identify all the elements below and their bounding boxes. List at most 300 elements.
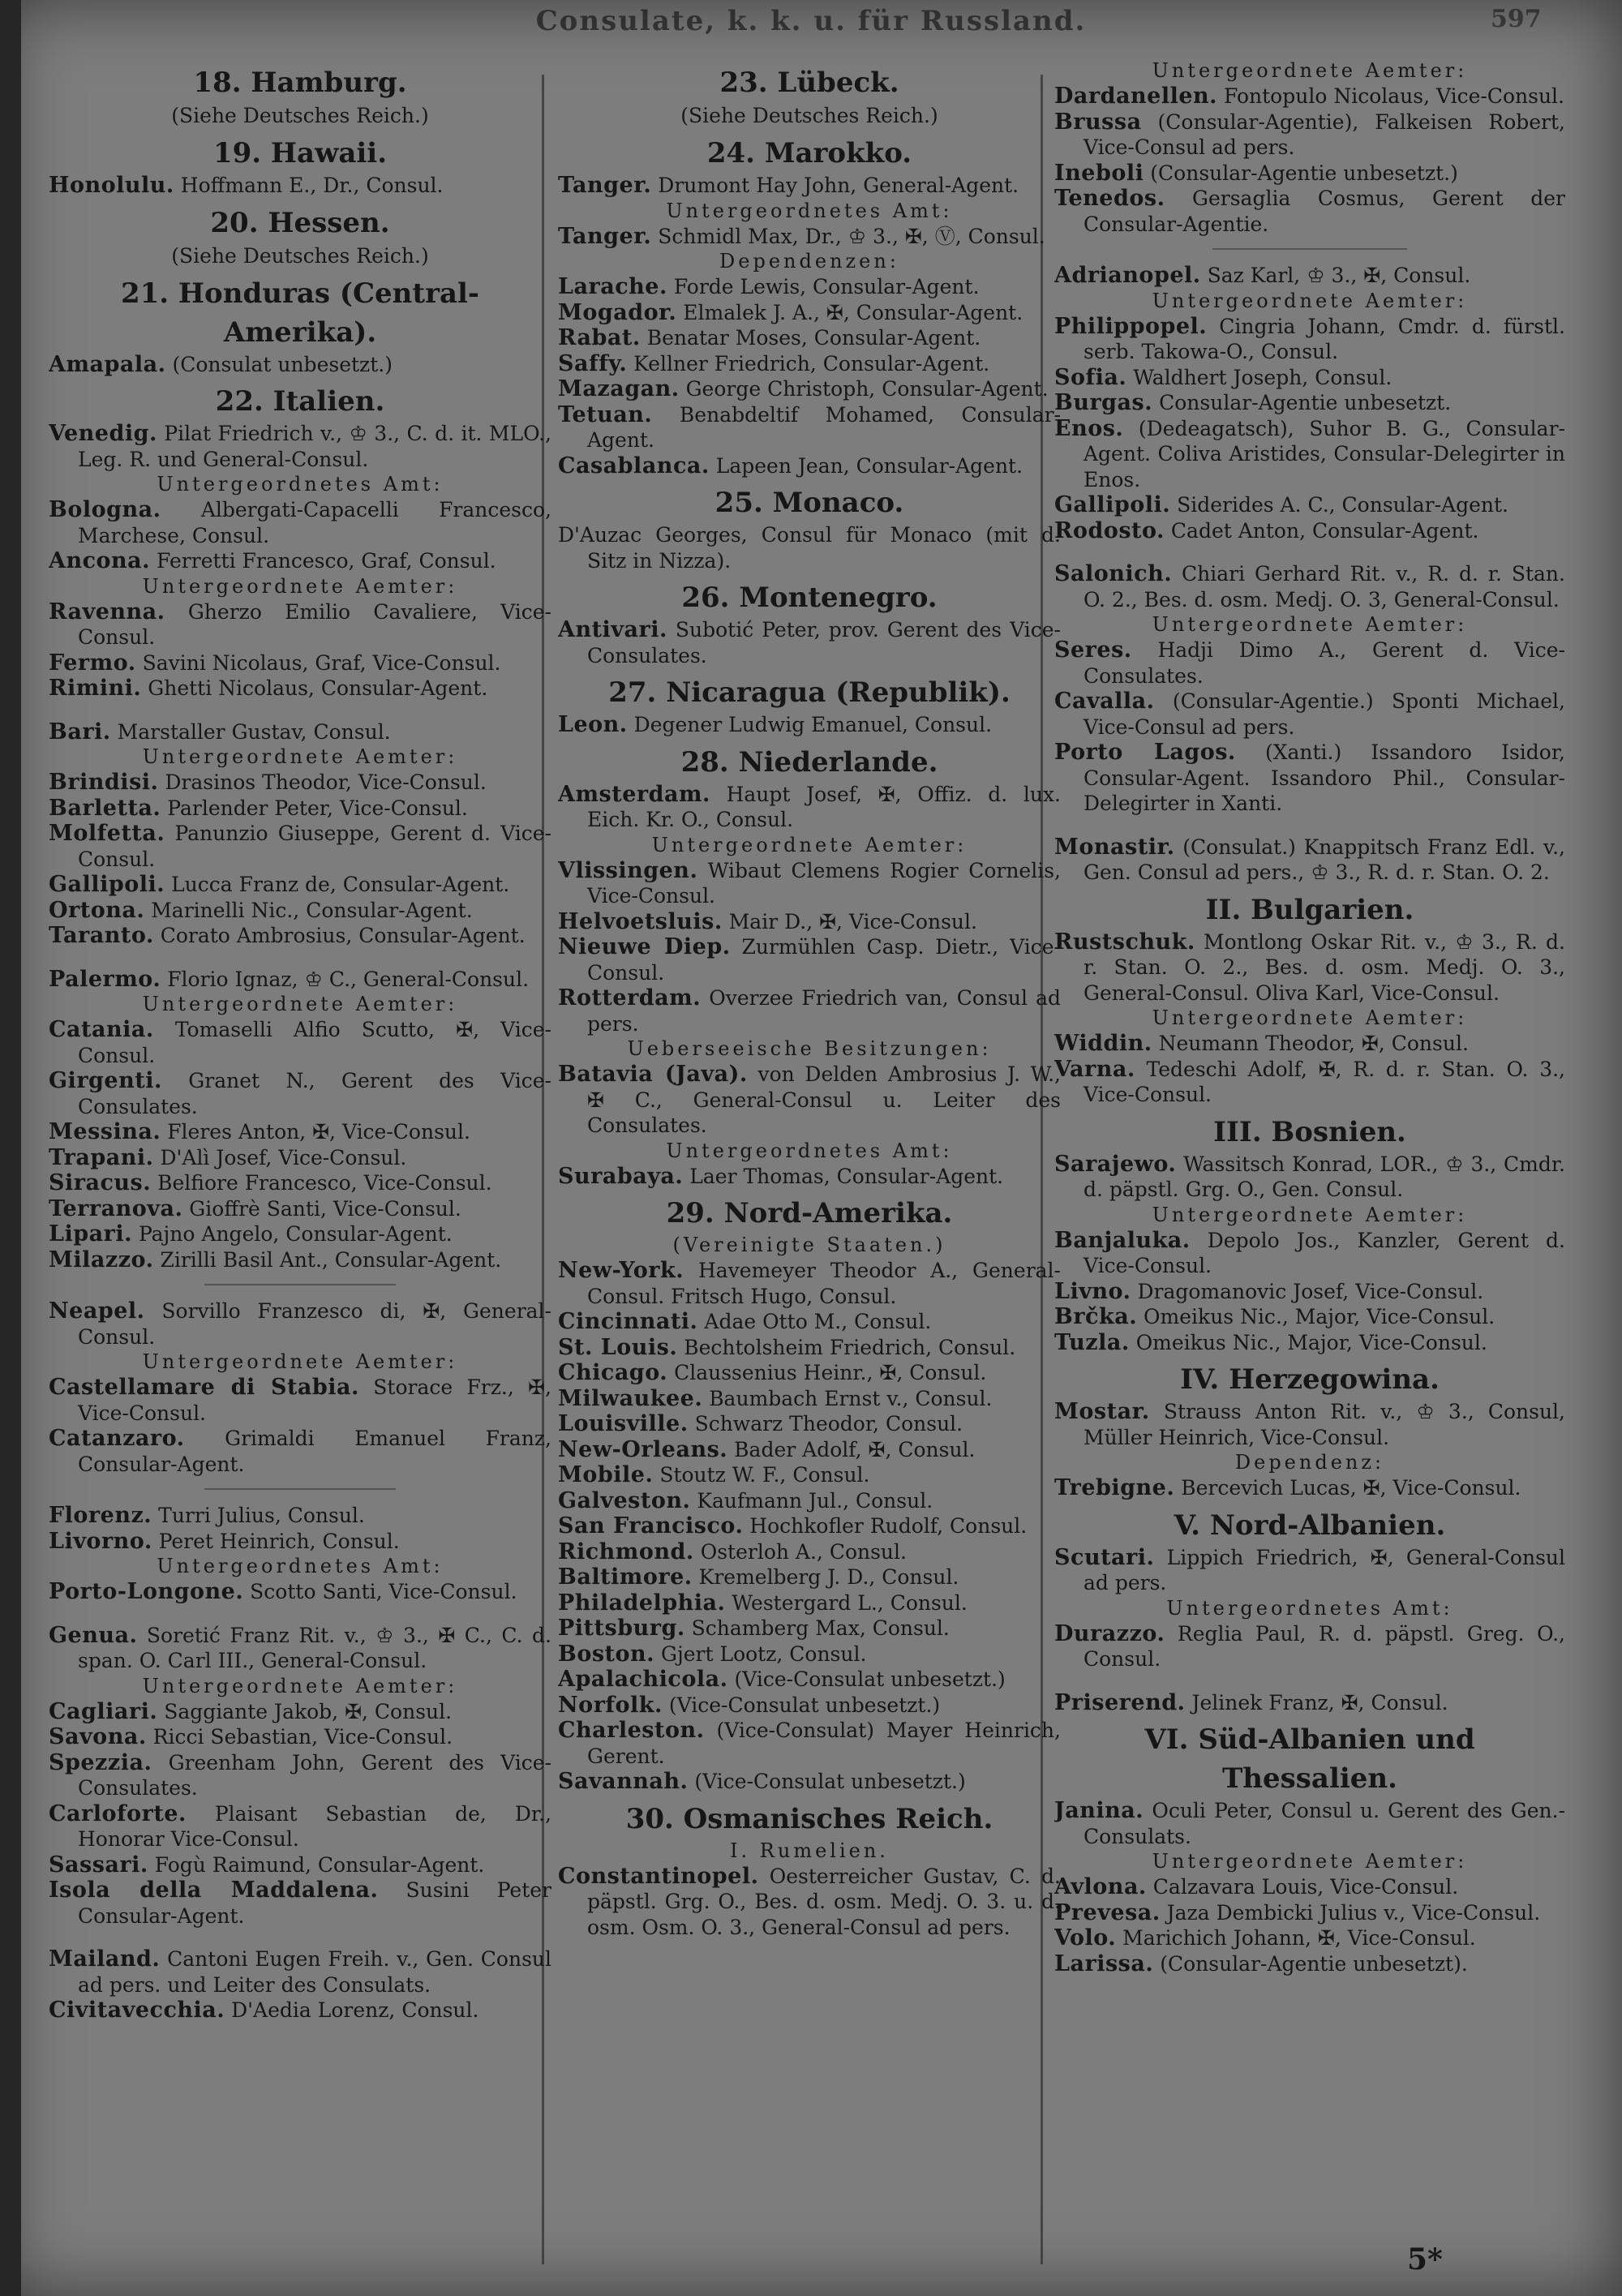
entry-text: (Consular-Agentie), Falkeisen Robert, Vice-Consul ad pers.	[1083, 109, 1565, 159]
subsection-label: Dependenz:	[1234, 1451, 1385, 1474]
entry-text: Oculi Peter, Consul u. Gerent des Gen.-Consulats.	[1083, 1799, 1565, 1848]
place-name: Boston.	[558, 1641, 655, 1667]
entry-text: Tedeschi Adolf, ✠, R. d. r. Stan. O. 3., Vice-Consul.	[1083, 1057, 1565, 1106]
consulate-entry	[558, 274, 1061, 300]
place-name: Avlona.	[1054, 1874, 1147, 1899]
entry-text: (Consulat unbesetzt.)	[172, 352, 393, 376]
place-name: Bari.	[49, 719, 111, 745]
consulate-entry	[558, 224, 1061, 250]
consulate-entry	[49, 1298, 551, 1350]
consulate-entry	[49, 923, 551, 949]
entry-text: Grimaldi Emanuel Franz, Consular-Agent.	[78, 1427, 551, 1476]
entry-text: Greenham John, Gerent des Vice-Consulates.	[78, 1750, 551, 1800]
place-name: Pittsburg.	[558, 1616, 685, 1641]
entry-text: Bechtolsheim Friedrich, Consul.	[684, 1335, 1016, 1359]
entry-text: Peret Heinrich, Consul.	[158, 1529, 400, 1553]
section-heading: 20. Hessen.	[210, 206, 390, 239]
entry-text: Laer Thomas, Consular-Agent.	[689, 1164, 1004, 1188]
place-name: Prevesa.	[1054, 1899, 1161, 1925]
consulate-entry	[49, 1801, 551, 1852]
place-name: Ravenna.	[49, 599, 165, 624]
entry-text: (Xanti.) Issandoro Isidor, Consular-Agent. Issandoro Phil., Consular-Delegirter in Xanti.	[1083, 740, 1565, 815]
consulate-entry	[1054, 186, 1565, 237]
place-name: Barletta.	[49, 795, 161, 821]
entry-text: Calzavara Louis, Vice-Consul.	[1152, 1875, 1459, 1899]
place-name: Catania.	[49, 1017, 154, 1042]
consulate-entry	[1054, 390, 1565, 416]
entry-text: D'Aedia Lorenz, Consul.	[231, 1998, 479, 2022]
place-name: Ineboli	[1054, 160, 1144, 186]
entry-text: (Vice-Consulat unbesetzt.)	[734, 1667, 1006, 1691]
entry-text: Zurmühlen Casp. Dietr., Vice-Consul.	[587, 935, 1061, 985]
entry-text: Jaza Dembicki Julius v., Vice-Consul.	[1166, 1900, 1541, 1925]
entry-text: Parlender Peter, Vice-Consul.	[167, 796, 468, 820]
subsection-label: Ueberseeische Besitzungen:	[627, 1037, 992, 1060]
subsection-label: Untergeordnete Aemter:	[142, 574, 458, 598]
entry-text: Elmalek J. A., ✠, Consular-Agent.	[683, 300, 1023, 324]
place-name: Mailand.	[49, 1946, 161, 1972]
place-name: Sarajewo.	[1054, 1151, 1177, 1177]
consulate-entry	[49, 173, 551, 199]
consulate-entry	[49, 1068, 551, 1119]
cross-reference-note: (Siehe Deutsches Reich.)	[171, 104, 429, 127]
consulate-entry	[49, 1529, 551, 1555]
place-name: Cavalla.	[1054, 689, 1155, 714]
place-name: Mostar.	[1054, 1399, 1150, 1424]
consulate-entry	[1054, 929, 1565, 1006]
consulate-entry	[558, 1642, 1061, 1667]
entry-text: Dragomanovic Josef, Vice-Consul.	[1137, 1279, 1484, 1303]
consulate-entry	[558, 325, 1061, 351]
entry-text: Waldhert Joseph, Consul.	[1133, 365, 1392, 389]
cross-reference-note: (Siehe Deutsches Reich.)	[680, 104, 938, 127]
place-name: Amapala.	[49, 351, 166, 377]
entry-text: Bader Adolf, ✠, Consul.	[734, 1437, 976, 1461]
place-name: Rabat.	[558, 325, 641, 350]
entry-text: Overzee Friedrich van, Consul ad pers.	[587, 986, 1061, 1036]
entry-text: Haupt Josef, ✠, Offiz. d. lux. Eich. Kr. O., Consul.	[587, 782, 1061, 831]
entry-text: Stoutz W. F., Consul.	[659, 1463, 870, 1487]
place-name: Spezzia.	[49, 1749, 152, 1775]
consulate-entry	[558, 909, 1061, 935]
consulate-entry	[49, 1375, 551, 1426]
entry-text: Cantoni Eugen Freih. v., Gen. Consul ad pers. und Leiter des Consulats.	[78, 1947, 551, 1997]
consulate-entry	[558, 1513, 1061, 1539]
place-name: Tenedos.	[1054, 186, 1165, 211]
entry-text: Oesterreicher Gustav, C. d. päpstl. Grg. O., Bes. d. osm. Medj. O. 3. u. d. osm. Osm. O. 3., General-Consul ad pers.	[587, 1864, 1061, 1939]
section-heading: 18. Hamburg.	[193, 67, 407, 99]
entry-text: Wassitsch Konrad, LOR., ♔ 3., Cmdr. d. päpstl. Grg. O., Gen. Consul.	[1083, 1152, 1565, 1201]
entry-text: Siderides A. C., Consular-Agent.	[1177, 493, 1509, 517]
entry-text: Subotić Peter, prov. Gerent des Vice-Consulates.	[587, 618, 1061, 667]
place-name: Banjaluka.	[1054, 1227, 1191, 1253]
place-name: Sassari.	[49, 1852, 148, 1878]
consulate-entry	[558, 1437, 1061, 1463]
consulate-entry	[558, 1564, 1061, 1590]
place-name: Milwaukee.	[558, 1385, 703, 1411]
consulate-entry	[1054, 1304, 1565, 1330]
entry-text: Fontopulo Nicolaus, Vice-Consul.	[1224, 84, 1564, 108]
entry-text: Strauss Anton Rit. v., ♔ 3., Consul, Müller Heinrich, Vice-Consul.	[1083, 1400, 1565, 1449]
subsection-label: Untergeordnete Aemter:	[1152, 1850, 1468, 1873]
consulate-entry	[1054, 1621, 1565, 1672]
consulate-entry	[49, 497, 551, 548]
entry-text: Gioffrè Santi, Vice-Consul.	[189, 1196, 461, 1221]
subsection-label: Untergeordnete Aemter:	[142, 745, 458, 768]
place-name: Porto-Longone.	[49, 1579, 244, 1604]
entry-text: Zirilli Basil Ant., Consular-Agent.	[160, 1247, 502, 1272]
entry-text: Westergard L., Consul.	[732, 1590, 968, 1615]
place-name: Chicago.	[558, 1360, 668, 1385]
entry-text: Gjert Lootz, Consul.	[661, 1642, 867, 1666]
place-name: Widdin.	[1054, 1031, 1152, 1056]
place-name: Charleston.	[558, 1718, 705, 1743]
consulate-entry	[558, 858, 1061, 909]
subsection-label: Untergeordnetes Amt:	[157, 1555, 444, 1577]
place-name: Catanzaro.	[49, 1426, 185, 1451]
entry-text: Soretić Franz Rit. v., ♔ 3., ✠ C., C. d. span. O. Carl III., General-Consul.	[78, 1623, 551, 1672]
place-name: Savannah.	[558, 1769, 689, 1794]
entry-text: Montlong Oskar Rit. v., ♔ 3., R. d. r. Stan. O. 2., Bes. d. osm. Medj. O. 3., General-Consul. Oliva Karl, Vice-Consul.	[1083, 929, 1565, 1005]
entry-text: Scotto Santi, Vice-Consul.	[250, 1580, 517, 1603]
separator-rule	[1212, 248, 1406, 250]
column-middle	[558, 58, 1061, 2272]
entry-text: Schmidl Max, Dr., ♔ 3., ✠, Ⓥ, Consul.	[658, 224, 1045, 248]
place-name: Savona.	[49, 1724, 147, 1749]
entry-text: Kaufmann Jul., Consul.	[697, 1488, 933, 1513]
place-name: Scutari.	[1054, 1544, 1155, 1570]
place-name: Girgenti.	[49, 1068, 162, 1093]
entry-text: Osterloh A., Consul.	[700, 1539, 907, 1564]
entry-text: Saz Karl, ♔ 3., ✠, Consul.	[1207, 264, 1471, 287]
place-name: Apalachicola.	[558, 1667, 728, 1692]
place-name: Gallipoli.	[1054, 492, 1171, 517]
consulate-entry	[1054, 740, 1565, 817]
consulate-entry	[49, 967, 551, 993]
entry-text: Plaisant Sebastian de, Dr., Honorar Vice-Consul.	[78, 1801, 551, 1851]
subsection-label: Untergeordnetes Amt:	[666, 199, 953, 222]
entry-text: Bercevich Lucas, ✠, Vice-Consul.	[1181, 1476, 1521, 1500]
entry-text: Saggiante Jakob, ✠, Consul.	[164, 1699, 453, 1723]
place-name: Fermo.	[49, 650, 136, 676]
consulate-entry	[558, 1309, 1061, 1335]
entry-text: (Consular-Agentie unbesetzt).	[1160, 1951, 1468, 1976]
place-name: Castellamare di Stabia.	[49, 1375, 359, 1400]
place-name: Carloforte.	[49, 1800, 187, 1826]
consulate-entry	[558, 351, 1061, 377]
entry-text: Turri Julius, Consul.	[158, 1504, 365, 1527]
entry-text: Albergati-Capacelli Francesco, Marchese, Consul.	[78, 498, 551, 547]
subsection-label: Untergeordnetes Amt:	[1166, 1596, 1453, 1620]
place-name: Cagliari.	[49, 1698, 158, 1724]
separator-rule	[204, 1488, 396, 1490]
entry-text: Omeikus Nic., Major, Vice-Consul.	[1144, 1305, 1495, 1328]
consulate-entry	[1054, 1925, 1565, 1951]
consulate-entry	[1054, 1545, 1565, 1596]
consulate-entry	[1054, 1690, 1565, 1716]
place-name: Amsterdam.	[558, 781, 710, 807]
column-right	[1054, 58, 1565, 2272]
consulate-entry	[49, 676, 551, 702]
entry-text: Pajno Angelo, Consular-Agent.	[138, 1222, 453, 1246]
consulate-entry	[558, 1718, 1061, 1769]
entry-text: Schwarz Theodor, Consul.	[694, 1412, 963, 1436]
subsection-label: Untergeordnetes Amt:	[157, 473, 444, 496]
entry-text: Corato Ambrosius, Consular-Agent.	[160, 924, 526, 947]
place-name: Cincinnati.	[558, 1309, 698, 1334]
place-name: Mobile.	[558, 1462, 654, 1487]
entry-text: Omeikus Nic., Major, Vice-Consul.	[1135, 1330, 1487, 1354]
entry-text: Adae Otto M., Consul.	[704, 1310, 932, 1333]
place-name: Florenz.	[49, 1503, 152, 1528]
consulate-entry	[49, 421, 551, 472]
place-name: Durazzo.	[1054, 1620, 1165, 1646]
section-heading: 29. Nord-Amerika.	[666, 1197, 953, 1230]
consulate-entry	[558, 453, 1061, 479]
place-name: St. Louis.	[558, 1334, 678, 1360]
entry-text: Chiari Gerhard Rit. v., R. d. r. Stan. O. 2., Bes. d. osm. Medj. O. 3, General-Consul.	[1083, 562, 1565, 612]
consulate-entry	[1054, 263, 1565, 289]
place-name: Helvoetsluis.	[558, 908, 723, 934]
consulate-entry	[558, 712, 1061, 738]
section-heading: III. Bosnien.	[1213, 1115, 1406, 1148]
consulate-entry	[49, 1221, 551, 1247]
place-name: Trapani.	[49, 1144, 154, 1170]
entry-text: Consular-Agentie unbesetzt.	[1159, 391, 1452, 414]
place-name: Rustschuk.	[1054, 929, 1195, 955]
place-name: Richmond.	[558, 1539, 694, 1564]
section-heading: V. Nord-Albanien.	[1174, 1508, 1446, 1542]
place-name: Philippopel.	[1054, 313, 1208, 339]
consulate-entry	[1054, 1951, 1565, 1977]
consulate-entry	[49, 1878, 551, 1929]
consulate-entry	[49, 1623, 551, 1674]
place-name: Messina.	[49, 1119, 161, 1144]
place-name: Leon.	[558, 712, 628, 737]
consulate-entry	[558, 1411, 1061, 1437]
entry-text: Ghetti Nicolaus, Consular-Agent.	[148, 676, 488, 700]
consulate-entry	[49, 1170, 551, 1196]
entry-text: Savini Nicolaus, Graf, Vice-Consul.	[142, 650, 501, 675]
separator-rule	[204, 1284, 396, 1285]
entry-text: Cingria Johann, Cmdr. d. fürstl. serb. Takowa-O., Consul.	[1083, 314, 1565, 363]
place-name: Saffy.	[558, 350, 628, 376]
entry-text: Fogù Raimund, Consular-Agent.	[154, 1852, 485, 1877]
consulate-entry	[1054, 689, 1565, 740]
entry-text: Hoffmann E., Dr., Consul.	[180, 174, 444, 197]
entry-text: Lippich Friedrich, ✠, General-Consul ad pers.	[1083, 1545, 1565, 1594]
spacer	[49, 1605, 551, 1623]
entry-text: Reglia Paul, R. d. päpstl. Greg. O., Consul.	[1083, 1621, 1565, 1671]
section-heading: VI. Süd-Albanien und Thessalien.	[1144, 1723, 1475, 1795]
subsection-label: Untergeordnete Aemter:	[1152, 1203, 1468, 1226]
entry-text: Baumbach Ernst v., Consul.	[709, 1386, 993, 1410]
entry-text: Granet N., Gerent des Vice-Consulates.	[78, 1069, 551, 1118]
entry-text: Fleres Anton, ✠, Vice-Consul.	[167, 1120, 470, 1144]
consulate-entry	[49, 796, 551, 822]
entry-text: Cadet Anton, Consular-Agent.	[1170, 518, 1479, 543]
consulate-entry	[558, 1360, 1061, 1386]
place-name: Livno.	[1054, 1278, 1131, 1304]
subsection-label: Untergeordnete Aemter:	[142, 1674, 458, 1697]
consulate-entry	[558, 1462, 1061, 1488]
consulate-entry	[558, 1667, 1061, 1693]
consulate-entry	[558, 522, 1061, 573]
running-head: Consulate, k. k. u. für Russland.	[535, 5, 1087, 37]
consulate-entry	[558, 1864, 1061, 1941]
entry-text: Gherzo Emilio Cavaliere, Vice-Consul.	[78, 599, 551, 649]
section-heading: 21. Honduras (Central-Amerika).	[120, 277, 480, 349]
consulate-entry	[1054, 1330, 1565, 1356]
consulate-entry	[558, 1693, 1061, 1719]
consulate-entry	[558, 985, 1061, 1036]
entry-text: Sorvillo Franzesco di, ✠, General-Consul.	[78, 1299, 551, 1349]
place-name: Venedig.	[49, 421, 157, 446]
page-number: 597	[1491, 5, 1542, 33]
subsection-label: I. Rumelien.	[730, 1839, 889, 1862]
entry-text: Marstaller Gustav, Consul.	[117, 719, 391, 744]
place-name: Ortona.	[49, 897, 145, 923]
subsection-label: Untergeordnete Aemter:	[142, 993, 458, 1015]
section-heading: IV. Herzegowina.	[1180, 1363, 1440, 1396]
entry-text: Claussenius Heinr., ✠, Consul.	[674, 1361, 987, 1384]
section-heading: II. Bulgarien.	[1205, 893, 1414, 926]
section-heading: 24. Marokko.	[706, 137, 912, 170]
consulate-entry	[558, 173, 1061, 199]
section-heading: 19. Hawaii.	[212, 137, 388, 170]
place-name: Priserend.	[1054, 1689, 1186, 1715]
consulate-entry	[49, 1998, 551, 2023]
entry-text: (Vice-Consulat unbesetzt.)	[694, 1770, 966, 1793]
consulate-entry	[49, 1750, 551, 1801]
place-name: Sofia.	[1054, 364, 1127, 390]
place-name: Milazzo.	[49, 1247, 154, 1272]
subsection-label: Untergeordnete Aemter:	[142, 1350, 458, 1373]
entry-text: Degener Ludwig Emanuel, Consul.	[633, 713, 993, 736]
entry-text: Kremelberg J. D., Consul.	[698, 1565, 959, 1589]
consulate-entry	[558, 1062, 1061, 1139]
entry-text: Jelinek Franz, ✠, Consul.	[1191, 1690, 1448, 1714]
place-name: Casablanca.	[558, 453, 710, 479]
consulate-entry	[558, 1488, 1061, 1514]
consulate-entry	[1054, 1031, 1565, 1057]
consulate-entry	[1054, 416, 1565, 493]
section-heading: 25. Monaco.	[714, 487, 904, 519]
place-name: Antivari.	[558, 617, 667, 642]
consulate-entry	[49, 1247, 551, 1273]
consulate-entry	[49, 1852, 551, 1878]
entry-text: Mair D., ✠, Vice-Consul.	[728, 909, 977, 933]
consulate-entry	[558, 1590, 1061, 1616]
place-name: Terranova.	[49, 1195, 183, 1221]
consulate-entry	[1054, 1228, 1565, 1279]
consulate-entry	[1054, 1399, 1565, 1450]
entry-text: von Delden Ambrosius J. W., ✠ C., General-Consul u. Leiter des Consulates.	[587, 1062, 1061, 1137]
consulate-entry	[49, 770, 551, 796]
entry-text: (Vice-Consulat) Mayer Heinrich, Gerent.	[587, 1719, 1061, 1768]
place-name: Neapel.	[49, 1298, 145, 1324]
place-name: New-York.	[558, 1258, 684, 1283]
consulate-entry	[558, 782, 1061, 833]
place-name: Mogador.	[558, 299, 677, 325]
consulate-entry	[1054, 1152, 1565, 1203]
place-name: Civitavecchia.	[49, 1998, 225, 2023]
entry-text: Lapeen Jean, Consular-Agent.	[715, 453, 1023, 478]
section-heading: 22. Italien.	[215, 385, 385, 418]
consulate-entry	[1054, 1900, 1565, 1926]
consulate-entry	[1054, 835, 1565, 886]
consulate-entry	[558, 1386, 1061, 1412]
consulate-entry	[1054, 84, 1565, 109]
place-name: Nieuwe Diep.	[558, 934, 731, 959]
entry-text: (Consulat.) Knappitsch Franz Edl. v., Gen. Consul ad pers., ♔ 3., R. d. r. Stan. O. 2.	[1083, 835, 1565, 884]
entry-text: Storace Frz., ✠, Vice-Consul.	[78, 1375, 551, 1425]
subsection-label: (Vereinigte Staaten.)	[672, 1234, 946, 1256]
spacer	[1054, 1672, 1565, 1690]
consulate-entry	[49, 1145, 551, 1171]
column-left	[49, 58, 551, 2272]
consulate-entry	[49, 548, 551, 574]
place-name: Taranto.	[49, 923, 154, 948]
subsection-label: Untergeordnete Aemter:	[1152, 59, 1468, 82]
consulate-entry	[49, 719, 551, 745]
consulate-entry	[49, 352, 551, 378]
place-name: Tuzla.	[1054, 1329, 1130, 1355]
place-name: Livorno.	[49, 1528, 152, 1554]
entry-text: Lucca Franz de, Consular-Agent.	[171, 873, 510, 896]
consulate-entry	[558, 1258, 1061, 1309]
entry-text: Schamberg Max, Consul.	[691, 1616, 950, 1640]
entry-text: Pilat Friedrich v., ♔ 3., C. d. it. MLO., Leg. R. und General-Consul.	[78, 422, 551, 471]
place-name: Larissa.	[1054, 1951, 1154, 1976]
subsection-label: Untergeordnete Aemter:	[651, 833, 968, 856]
consulate-entry	[558, 376, 1061, 402]
entry-text: Havemeyer Theodor A., General-Consul. Fritsch Hugo, Consul.	[587, 1259, 1061, 1308]
subsection-label: Untergeordnete Aemter:	[1152, 1006, 1468, 1029]
consulate-entry	[49, 898, 551, 924]
subsection-label: Untergeordnete Aemter:	[1152, 289, 1468, 312]
place-name: Burgas.	[1054, 390, 1153, 415]
place-name: Vlissingen.	[558, 857, 698, 883]
consulate-entry	[49, 872, 551, 898]
entry-text: Susini Peter Consular-Agent.	[78, 1878, 551, 1928]
consulate-entry	[1054, 161, 1565, 187]
spacer	[49, 949, 551, 967]
place-name: San Francisco.	[558, 1513, 744, 1539]
entry-text: Drasinos Theodor, Vice-Consul.	[165, 770, 487, 794]
signature-mark: 5*	[1407, 2242, 1443, 2277]
place-name: Surabaya.	[558, 1163, 684, 1189]
entry-text: Benatar Moses, Consular-Agent.	[646, 326, 981, 350]
consulate-entry	[1054, 492, 1565, 518]
section-heading: 26. Montenegro.	[681, 582, 938, 614]
spacer	[1054, 543, 1565, 561]
place-name: Janina.	[1054, 1798, 1144, 1823]
entry-text: Kellner Friedrich, Consular-Agent.	[633, 351, 990, 376]
consulate-entry	[558, 1539, 1061, 1565]
entry-text: Panunzio Giuseppe, Gerent d. Vice-Consul.	[78, 822, 551, 871]
place-name: Palermo.	[49, 966, 161, 992]
consulate-entry	[1054, 1279, 1565, 1305]
consulate-entry	[49, 650, 551, 676]
consulate-entry	[558, 1335, 1061, 1361]
place-name: Adrianopel.	[1054, 263, 1201, 288]
consulate-entry	[1054, 518, 1565, 544]
place-name: Trebigne.	[1054, 1475, 1175, 1500]
subsection-label: Untergeordnete Aemter:	[1152, 613, 1468, 636]
consulate-entry	[49, 599, 551, 650]
subsection-label: Untergeordnetes Amt:	[666, 1139, 953, 1162]
